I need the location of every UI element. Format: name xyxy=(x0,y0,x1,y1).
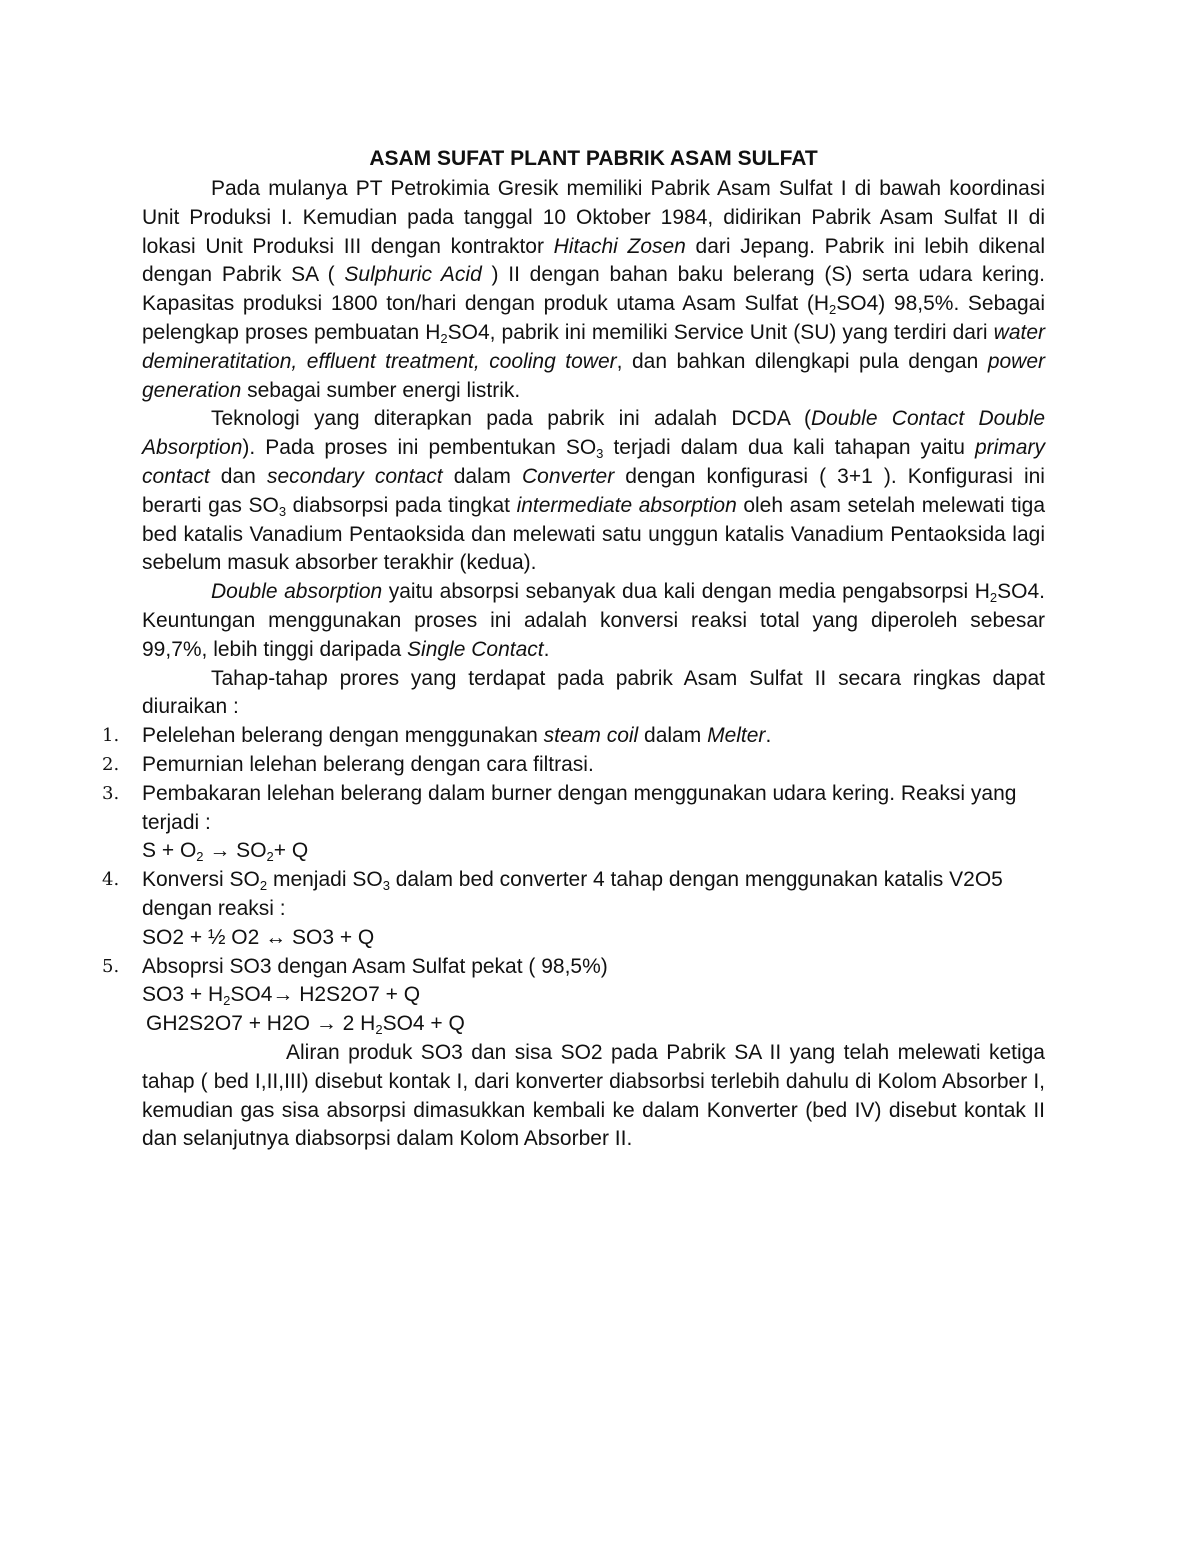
text-run: SO4, pabrik ini memiliki Service Unit (SU) yang terdiri dari xyxy=(447,320,994,344)
text-run: dari Jepang. Pabrik ini lebih dikenal dengan Pabrik SA ( xyxy=(142,234,1045,287)
list-item xyxy=(102,953,1045,1039)
subscript: 2 xyxy=(223,993,231,1009)
text-run: , dan bahkan dilengkapi pula dengan xyxy=(616,349,988,373)
paragraph-intro xyxy=(142,175,1045,405)
subscript: 3 xyxy=(278,503,287,519)
italic-run: steam coil xyxy=(543,724,639,748)
text-run: SO4 + Q xyxy=(382,1012,465,1036)
list-item xyxy=(102,722,1045,751)
text-run: SO3 + H xyxy=(142,983,224,1007)
text-run: SO4→ H2S2O7 + Q xyxy=(230,983,421,1007)
paragraph-flow: Aliran produk SO3 dan sisa SO2 pada Pabrik SA II yang telah melewati ketiga tahap ( bed I,II,III) disebut kontak I, dari konverter diabsorbsi terlebih dahulu di Kolom Absorber I, kemudian gas sisa absorpsi dimasukkan kembali ke dalam Konverter (bed IV) disebut kontak II dan selanjutnya diabsorpsi dalam Kolom Absorber II. xyxy=(142,1040,1045,1151)
subscript: 2 xyxy=(375,1022,383,1038)
list-number: 5. xyxy=(102,955,120,977)
italic-run: Converter xyxy=(522,464,615,488)
text-run: oleh asam setelah melewati tiga bed katalis Vanadium Pentaoksida dan melewati satu unggun katalis Vanadium Pentaoksida lagi sebelum masuk absorber terakhir (kedua). xyxy=(142,493,1045,575)
paragraph-double-absorption xyxy=(142,578,1045,664)
subscript: 2 xyxy=(440,330,448,346)
document-body xyxy=(102,143,1046,1154)
italic-run: Hitachi Zosen xyxy=(553,234,686,258)
text-run: Konversi SO xyxy=(142,868,260,892)
reaction-equation xyxy=(142,1010,1045,1039)
text-run: yaitu absorpsi sebanyak dua kali dengan media pengabsorpsi H xyxy=(382,580,990,604)
text-run: dengan konfigurasi ( 3+1 ). Konfigurasi ini berarti gas SO xyxy=(142,464,1045,517)
italic-run: Melter xyxy=(707,724,766,748)
text-run: + Q xyxy=(273,839,309,863)
subscript: 2 xyxy=(196,849,204,865)
list-number: 1. xyxy=(102,725,120,747)
text-run: terjadi dalam dua kali tahapan yaitu xyxy=(603,436,975,460)
text-run: dan xyxy=(209,464,267,488)
italic-run: primary contact xyxy=(142,436,1045,488)
list-item xyxy=(102,866,1045,952)
text-run: dalam bed converter 4 tahap dengan menggunakan katalis V2O5 dengan reaksi : xyxy=(142,868,1003,920)
text-run: Absoprsi SO3 dengan Asam Sulfat pekat ( 98,5%) xyxy=(142,954,608,978)
text-run: ) II dengan bahan baku belerang (S) serta udara kering. Kapasitas produksi 1800 ton/hari dengan produk utama Asam Sulfat (H xyxy=(142,263,1045,316)
text-run: SO4) 98,5%. Sebagai pelengkap proses pembuatan H xyxy=(142,292,1045,344)
list-item xyxy=(102,751,1045,780)
list-number: 4. xyxy=(102,869,120,891)
text-run: ). Pada proses ini pembentukan SO xyxy=(242,436,597,460)
text-run: Pemurnian lelehan belerang dengan cara filtrasi. xyxy=(142,752,594,776)
text-run: GH2S2O7 + H2O → 2 H xyxy=(146,1012,376,1036)
italic-run: power generation xyxy=(142,349,1046,402)
list-number: 2. xyxy=(102,753,120,775)
reaction-equation: SO2 + ½ O2 ↔ SO3 + Q xyxy=(142,925,375,949)
italic-run: Double absorption xyxy=(211,580,383,604)
reaction-equation xyxy=(142,981,1045,1010)
list-number: 3. xyxy=(102,782,120,804)
subscript: 3 xyxy=(596,446,604,462)
italic-run: intermediate absorption xyxy=(516,493,737,517)
text-run: Pembakaran lelehan belerang dalam burner dengan menggunakan udara kering. Reaksi yang terjadi : xyxy=(142,781,1017,834)
text-run: . xyxy=(543,637,550,661)
document-title: ASAM SUFAT PLANT PABRIK ASAM SULFAT xyxy=(369,147,818,170)
italic-run: Sulphuric Acid xyxy=(344,263,482,287)
text-run: Teknologi yang diterapkan pada pabrik ini adalah DCDA ( xyxy=(211,407,811,431)
subscript: 2 xyxy=(266,849,274,865)
text-run: SO4. Keuntungan menggunakan proses ini adalah konversi reaksi total yang diperoleh sebesar 99,7%, lebih tinggi daripada xyxy=(142,580,1046,661)
process-steps-list xyxy=(102,722,1045,1039)
text-run: dalam xyxy=(638,724,708,748)
paragraph-steps-intro: Tahap-tahap prores yang terdapat pada pabrik Asam Sulfat II secara ringkas dapat diuraikan : xyxy=(142,666,1045,719)
text-run: . xyxy=(765,724,772,748)
text-run: S + O xyxy=(142,839,197,863)
text-run: dalam xyxy=(442,464,522,488)
text-run: menjadi SO xyxy=(267,868,383,892)
italic-run: water demineratitation, effluent treatment, cooling tower xyxy=(142,320,1046,373)
subscript: 3 xyxy=(382,878,390,894)
text-run: sebagai sumber energi listrik. xyxy=(241,378,521,402)
list-item xyxy=(102,780,1045,866)
reaction-equation xyxy=(142,837,1045,866)
text-run: Pelelehan belerang dengan menggunakan xyxy=(142,724,544,748)
text-run: Pada mulanya PT Petrokimia Gresik memiliki Pabrik Asam Sulfat I di bawah koordinasi Unit Produksi I. Kemudian pada tanggal 10 Oktober 1984, didirikan Pabrik Asam Sulfat II di lokasi Unit Produksi III dengan kontraktor xyxy=(142,177,1045,258)
italic-run: Single Contact xyxy=(407,637,544,661)
paragraph-technology xyxy=(142,405,1045,578)
italic-run: secondary contact xyxy=(266,464,443,488)
text-run: diabsorpsi pada tingkat xyxy=(286,493,517,517)
subscript: 2 xyxy=(989,590,998,606)
subscript: 2 xyxy=(259,878,268,894)
subscript: 2 xyxy=(829,302,837,318)
italic-run: Double Contact Double Absorption xyxy=(142,407,1045,460)
text-run: → SO xyxy=(203,839,267,863)
